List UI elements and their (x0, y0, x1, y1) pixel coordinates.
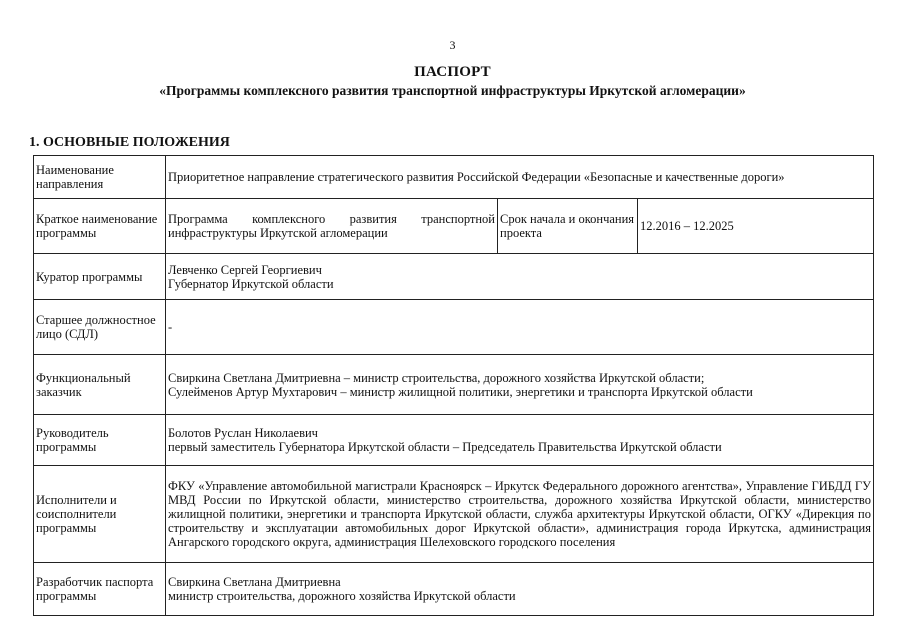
row-label: Краткое наименование программы (34, 199, 166, 254)
table-row (34, 300, 874, 355)
value-line: Губернатор Иркутской области (168, 276, 334, 291)
row-value: - (166, 300, 874, 355)
table-row (34, 355, 874, 415)
row-value (166, 563, 874, 616)
row-label: Исполнители и соисполнители программы (34, 466, 166, 563)
row-value: Программа комплексного развития транспортной инфраструктуры Иркутской агломерации (166, 199, 498, 254)
table-row (34, 563, 874, 616)
table-row (34, 199, 874, 254)
value-line: первый заместитель Губернатора Иркутской области – Председатель Правительства Иркутской области (168, 440, 722, 454)
value-line: министр строительства, дорожного хозяйства Иркутской области (168, 589, 516, 603)
row-label: Куратор программы (34, 254, 166, 300)
value-line: Свиркина Светлана Дмитриевна – министр строительства, дорожного хозяйства Иркутской области; (168, 370, 705, 385)
row-label: Наименование направления (34, 156, 166, 199)
value-line: Левченко Сергей Георгиевич (168, 262, 322, 277)
page-number: 3 (449, 38, 456, 52)
section-heading: 1. ОСНОВНЫЕ ПОЛОЖЕНИЯ (29, 135, 230, 150)
row-value (166, 254, 874, 300)
table-row (34, 466, 874, 563)
passport-table (33, 155, 874, 616)
row-value (166, 415, 874, 466)
term-label: Срок начала и окончания проекта (498, 199, 638, 254)
table-row (34, 156, 874, 199)
value-line: Сулейменов Артур Мухтарович – министр жилищной политики, энергетики и транспорта Иркутской области (168, 384, 753, 399)
row-label: Функциональный заказчик (34, 355, 166, 415)
row-value: ФКУ «Управление автомобильной магистрали Красноярск – Иркутск Федерального дорожного агентства», Управление ГИБДД ГУ МВД России по Иркутской области, министерство строительства, дорожного хозяйства Иркутской области, министерство жилищной политики, энергетики и транспорта Иркутской области, служба архитектуры Иркутской области, ОГКУ «Дирекция по строительству и эксплуатации автомобильных дорог Иркутской области», администрация города Иркутска, администрация Ангарского городского округа, администрация Шелеховского городского поселения (166, 466, 874, 563)
term-value: 12.2016 – 12.2025 (638, 199, 874, 254)
value-line: Болотов Руслан Николаевич (168, 426, 318, 440)
value-line: Свиркина Светлана Дмитриевна (168, 575, 341, 589)
table-row (34, 415, 874, 466)
row-label: Старшее должностное лицо (СДЛ) (34, 300, 166, 355)
table-row (34, 254, 874, 300)
row-value (166, 355, 874, 415)
row-label: Руководитель программы (34, 415, 166, 466)
row-value: Приоритетное направление стратегического развития Российской Федерации «Безопасные и качественные дороги» (166, 156, 874, 199)
row-label: Разработчик паспорта программы (34, 563, 166, 616)
document-subtitle: «Программы комплексного развития транспортной инфраструктуры Иркутской агломерации» (159, 83, 746, 98)
document-title: ПАСПОРТ (414, 64, 491, 80)
